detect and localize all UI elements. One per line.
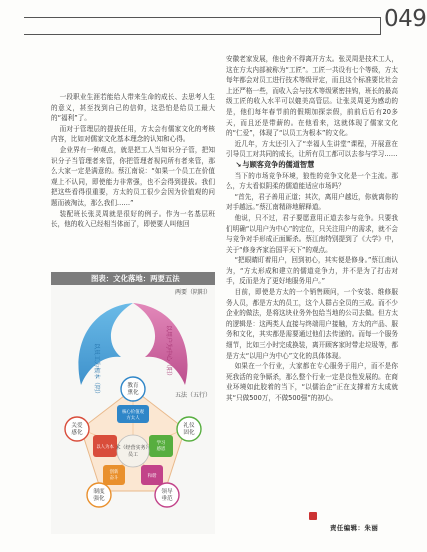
paragraph: 近几年，方太还引入了“幸福人生讲堂”课程，开展意在引导员工对共同的成长，让所有员工都可以去参与学习…… <box>226 139 398 159</box>
paragraph: 企业界有一种观点，就是把工人当知识分子管，把知识分子当管理者来管，你把管理者视同所有者来管，那么大家一定是满意的。蔡江南说：“如果一个员工在价值观上不认同，即使能力非常强，也不会得到提拔。我们把这些看得很重要，方太的员工很少会因为价值观的问题而被淘汰，那么我们……” <box>51 145 215 207</box>
node-ritual-label: 固化 <box>183 430 195 436</box>
node-ritual <box>177 417 201 441</box>
section-title <box>226 160 398 171</box>
paragraph: 一段职业生涯若能给人带来生命的成长、去思考人生的意义，甚至找到自己的信仰，这恐怕是给员工最大的“福利”了。 <box>51 93 215 123</box>
center-label: 术（经营实务） <box>115 445 151 451</box>
inner-note: 学习 <box>156 441 166 446</box>
node-ritual-label: 礼仪 <box>183 423 195 429</box>
paragraph: 他说，只不过，君子要愿意用正道去参与竞争。只要我们明确“以用户为中心”的定位，只关注用户的需求，就不会与竞争对手形成正面厮杀。蔡江南特别提到了《大学》中，关于“修身齐家治国平天下”的观点。 <box>226 213 398 254</box>
node-system <box>87 483 111 507</box>
inner-note: 奋斗 <box>109 476 119 481</box>
inner-note: 感恩 <box>156 447 166 452</box>
node-care <box>65 417 89 441</box>
caption-yin-yang: 两要（阴阳） <box>174 289 211 296</box>
left-column <box>51 92 215 230</box>
page-number: 049 <box>384 6 427 32</box>
arrow-icon: ↘ <box>235 159 242 169</box>
right-column <box>226 54 398 404</box>
paragraph: 如果在一个行业，大家都在专心服务于用户，而不是你死我活的竞争厮杀，那么整个行业一定是良性发展的。在商业环境如此胶着的当下，“以儒治企”正在支撑着方太成就其“只做500万，不做500强”的初心。 <box>226 362 398 402</box>
figure-banner: 图表：文化落地：两要五法 <box>51 272 215 285</box>
center-circle <box>117 435 149 467</box>
section-title-text: 与顾客竞争的儒道智慧 <box>242 159 315 169</box>
diagram-svg <box>51 285 215 534</box>
editor-credit: 责任编辑：朱丽 <box>330 524 379 532</box>
end-mark-icon <box>309 512 317 520</box>
inner-note: 和谐 <box>147 474 157 479</box>
node-education <box>121 377 145 401</box>
yin-label: 以员工为根本（阴） <box>93 343 100 398</box>
inner-note: 方太人 <box>126 416 140 421</box>
node-role-label: 领导 <box>161 489 173 495</box>
paragraph: “首先，君子善用正道；其次，离用户越近，你就离你的对手越远。”蔡江南精辟地解释道。 <box>226 192 398 212</box>
figure-area <box>51 285 215 534</box>
node-role <box>155 483 179 507</box>
paragraph: 目前，即使是方太的一个销售顾问，一个安装、维修服务人员，都是方太的员工，这个人群占全员的三成。而不少企业的做法，是将这块业务外包给当地的公司去做。但方太的逻辑是：这两类人直接与终端用户接触，方太的产品、服务和文化，其实都是需要通过他们去传递的。而每一个服务细节，比如三小时完成换装，离开顾客家时带走垃圾等，都是方太“以用户为中心”文化的具体体现。 <box>226 288 398 360</box>
node-role-label: 垂范 <box>161 496 173 502</box>
paragraph: 而对于管理层的提拔任用，方太会有儒家文化的考核内容，比如对儒家文化基本理念的认知和心得。 <box>51 124 215 144</box>
paragraph: 安徽老家发展，他也舍不得离开方太。张灵周是技术工人，这在方太内部被称为“工匠”。工匠一共设有七个等级，方太每年都会对员工进行技术等级评定，而且这个标准要比社会上还严格一些，而收入会与技术等级紧密挂钩，班长的最高级工匠的收入水平可以媲美高管层。让张灵周更为感动的是，他们每年春节前的假期加探亲假，前前后后有20多天，而且还是带薪的。在他看来，这就体现了儒家文化的“仁爱”，体现了“以员工为根本”的文化。 <box>226 55 398 138</box>
caption-five-methods: 五法（五行） <box>174 392 211 399</box>
paragraph: 当下的市场竞争环境，狼性的竞争文化是一个主流。那么，方太看似阴柔的儒道能适应市场吗？ <box>226 171 398 191</box>
culture-diagram <box>51 272 215 534</box>
paragraph: 装配班长张灵周就是很好的例子。作为一名基层班长，他的收入已经相当体面了，即使要人叫他回 <box>51 209 215 229</box>
node-care-label: 感化 <box>71 430 83 436</box>
node-education-label: 教育 <box>127 383 139 389</box>
header-rule <box>24 17 381 35</box>
inner-note: 核心价值观 <box>122 410 144 415</box>
yin-shape <box>78 303 133 385</box>
center-label: 员工 <box>127 452 139 458</box>
inner-note: 以人为本 <box>96 445 114 450</box>
inner-block <box>149 435 173 457</box>
node-system-label: 强化 <box>93 496 105 502</box>
yang-shape <box>133 303 188 385</box>
inner-note: 创新 <box>109 470 119 475</box>
node-system-label: 制度 <box>93 489 105 495</box>
node-care-label: 关爱 <box>71 423 83 429</box>
inner-block <box>103 465 125 485</box>
paragraph: “把眼睛盯着用户，回到初心，其实便是修身。”蔡江南认为，“方太形成和建立的儒道竞争力，并不是为了打击对手，反而是为了更好地服务用户。” <box>226 256 398 286</box>
node-education-label: 熏化 <box>127 390 139 396</box>
yang-label: 以用户为中心（阳） <box>165 325 172 380</box>
